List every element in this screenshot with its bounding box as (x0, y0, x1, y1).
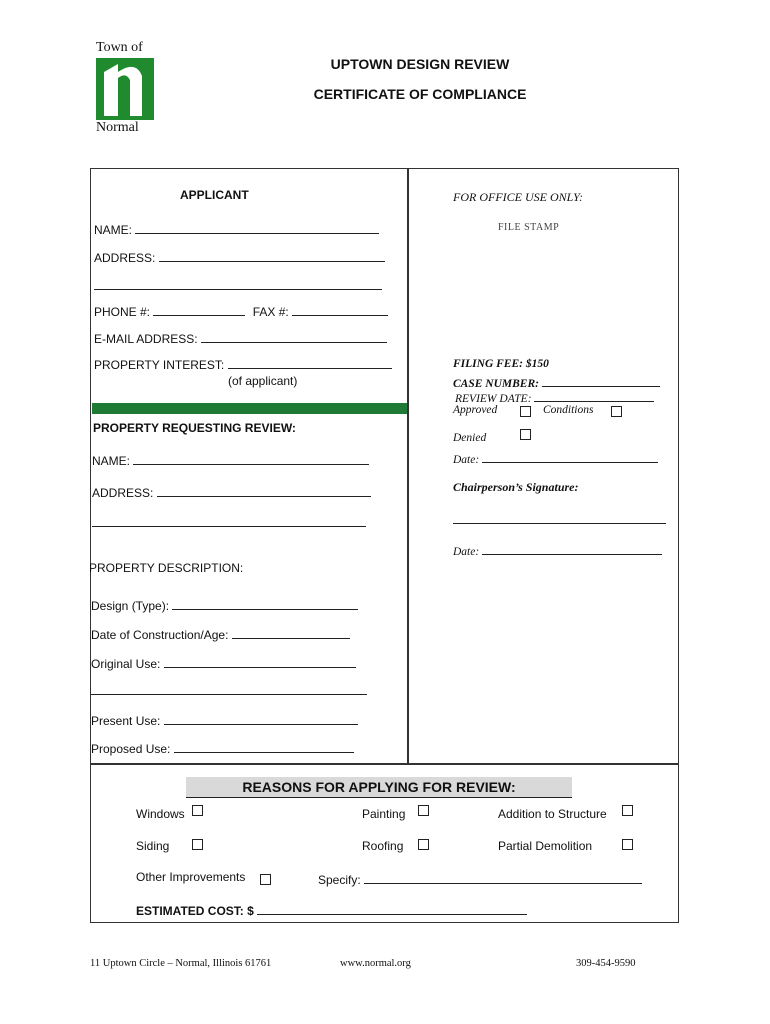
fax-label: FAX #: (252, 305, 289, 319)
decision-date-row (453, 450, 658, 466)
chair-signature-label: Chairperson’s Signature: (453, 480, 579, 494)
logo-text-top: Town of (96, 40, 143, 55)
siding-checkbox[interactable] (192, 839, 203, 850)
estimated-cost-field[interactable] (257, 902, 527, 915)
review-date-field[interactable] (534, 389, 654, 402)
phone-label: PHONE #: (94, 305, 151, 319)
applicant-address-field[interactable] (159, 249, 385, 262)
property-name-field[interactable] (133, 452, 369, 465)
review-date-row (455, 389, 654, 405)
applicant-name-label: NAME: (94, 223, 133, 237)
estimated-cost-label: ESTIMATED COST: $ (136, 904, 254, 918)
estimated-cost-row (136, 902, 527, 918)
interest-note: (of applicant) (228, 374, 298, 388)
page-subtitle: CERTIFICATE OF COMPLIANCE (313, 86, 527, 102)
approved-checkbox[interactable] (520, 406, 531, 417)
proposed-use-label: Proposed Use: (91, 742, 171, 756)
property-address-label: ADDRESS: (92, 486, 154, 500)
applicant-address-label: ADDRESS: (94, 251, 156, 265)
case-number-field[interactable] (542, 374, 660, 387)
construction-label: Date of Construction/Age: (91, 628, 229, 642)
design-field[interactable] (172, 597, 358, 610)
case-number-label: CASE NUMBER: (453, 378, 539, 390)
painting-label: Painting (362, 807, 406, 821)
applicant-address-row (94, 249, 385, 265)
siding-label: Siding (136, 839, 170, 853)
proposed-use-field[interactable] (174, 740, 354, 753)
construction-row (91, 626, 350, 642)
present-use-field[interactable] (164, 712, 358, 725)
footer-address: 11 Uptown Circle – Normal, Illinois 61761 (90, 958, 272, 969)
original-use-line2[interactable] (91, 694, 367, 695)
other-improvements-label: Other Improvements (136, 870, 246, 884)
denied-label: Denied (453, 432, 487, 444)
case-number-row (453, 374, 660, 390)
filing-fee: FILING FEE: $150 (453, 358, 549, 370)
property-address-line2[interactable] (92, 526, 366, 527)
file-stamp-label: FILE STAMP (498, 222, 560, 233)
property-address-row (92, 484, 371, 500)
applicant-name-row (94, 221, 379, 237)
applicant-name-field[interactable] (135, 221, 379, 234)
email-label: E-MAIL ADDRESS: (94, 332, 198, 346)
painting-checkbox[interactable] (418, 805, 429, 816)
proposed-use-row (91, 740, 354, 756)
office-use-heading: FOR OFFICE USE ONLY: (453, 190, 583, 204)
signature-date-field[interactable] (482, 542, 662, 555)
green-divider-bar (92, 403, 407, 414)
present-use-label: Present Use: (91, 714, 161, 728)
applicant-interest-row (94, 356, 392, 372)
footer-website[interactable]: www.normal.org (340, 958, 411, 969)
addition-checkbox[interactable] (622, 805, 633, 816)
original-use-field[interactable] (164, 655, 356, 668)
other-improvements-checkbox[interactable] (260, 874, 271, 885)
design-label: Design (Type): (91, 599, 170, 613)
applicant-phone-row (94, 303, 388, 319)
reasons-heading: REASONS FOR APPLYING FOR REVIEW: (186, 777, 572, 798)
interest-label: PROPERTY INTEREST: (94, 358, 225, 372)
property-description-heading: PROPERTY DESCRIPTION: (89, 561, 244, 575)
decision-date-label: Date: (453, 454, 480, 466)
original-use-row (91, 655, 356, 671)
footer-phone: 309-454-9590 (576, 958, 636, 969)
present-use-row (91, 712, 358, 728)
interest-field[interactable] (228, 356, 392, 369)
partial-demolition-checkbox[interactable] (622, 839, 633, 850)
windows-checkbox[interactable] (192, 805, 203, 816)
roofing-label: Roofing (362, 839, 404, 853)
applicant-address-line2[interactable] (94, 289, 382, 290)
property-heading: PROPERTY REQUESTING REVIEW: (93, 421, 296, 435)
phone-field[interactable] (153, 303, 245, 316)
review-date-label: REVIEW DATE: (455, 393, 532, 405)
signature-date-label: Date: (453, 546, 480, 558)
page-title: UPTOWN DESIGN REVIEW (330, 56, 510, 72)
conditions-label: Conditions (543, 404, 594, 416)
construction-field[interactable] (232, 626, 350, 639)
decision-date-field[interactable] (482, 450, 658, 463)
conditions-checkbox[interactable] (611, 406, 622, 417)
roofing-checkbox[interactable] (418, 839, 429, 850)
specify-field[interactable] (364, 871, 642, 884)
property-name-label: NAME: (92, 454, 131, 468)
email-field[interactable] (201, 330, 387, 343)
addition-label: Addition to Structure (498, 807, 607, 821)
applicant-heading: APPLICANT (180, 188, 249, 202)
applicant-email-row (94, 330, 387, 346)
fax-field[interactable] (292, 303, 388, 316)
specify-row (318, 871, 642, 887)
approved-label: Approved (453, 404, 498, 416)
design-row (91, 597, 358, 613)
specify-label: Specify: (318, 873, 361, 887)
property-name-row (92, 452, 369, 468)
logo-text-bottom: Normal (96, 120, 139, 135)
original-use-label: Original Use: (91, 657, 161, 671)
denied-checkbox[interactable] (520, 429, 531, 440)
column-divider (407, 168, 409, 764)
windows-label: Windows (136, 807, 185, 821)
chair-signature-line[interactable] (453, 523, 666, 524)
property-address-field[interactable] (157, 484, 371, 497)
signature-date-row (453, 542, 662, 558)
partial-demolition-label: Partial Demolition (498, 839, 593, 853)
